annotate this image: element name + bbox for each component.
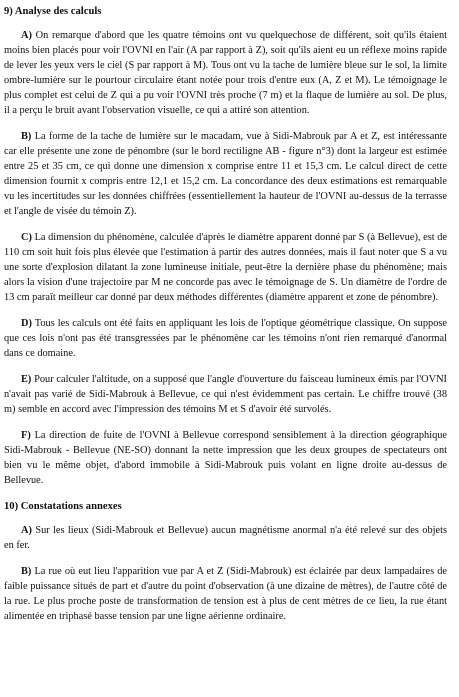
paragraph-text: La dimension du phénomène, calculée d'après le diamètre apparent donné par S (à Bellevue), est de 110 cm soit huit fois plus élevée que l'estimation à partir des autres données, mais il faut noter que S a vu une sorte d'explosion dilatant la zone lumineuse initiale, peut-être la dernière phase du phénomène; mais alors la vision d'une trajectoire par M ne concorde pas avec le témoignage de S. Un diamètre de l'ordre de 13 cm paraît meilleur car donné par deux méthodes différentes (diamètre apparent et zone de pénombre). [4,232,447,303]
paragraph-analyse-a [4,28,447,118]
paragraph-label: D) [21,318,32,329]
section-heading-analyse: 9) Analyse des calculs [4,6,102,17]
paragraph-text: Tous les calculs ont été faits en appliquant les lois de l'optique géométrique classique. On suppose que ces lois n'ont pas été transgressées par le phénomène car les témoins n'ont rien remarqué d'anormal dans ce domaine. [4,318,447,359]
paragraph-analyse-f [4,428,447,488]
paragraph-label: C) [21,232,32,243]
paragraph-constatations-b [4,564,447,624]
paragraph-text: La forme de la tache de lumière sur le macadam, vue à Sidi-Mabrouk par A et Z, est intéressante car elle présente une zone de pénombre (sur le bord rectiligne AB - figure n°3) dont la largeur est estimée entre 25 et 35 cm, ce qui donne une dimension x comprise entre 11 et 15,3 cm. Le calcul direct de cette dimension fournit x compris entre 12,1 et 15,2 cm. La concordance des deux estimations est remarquable vu les incertitudes sur les données chiffrées (essentiellement la hauteur de l'OVNI au-dessus de la terrasse et l'angle de visée du témoin Z). [4,131,447,217]
paragraph-analyse-d [4,316,447,361]
paragraph-text: La direction de fuite de l'OVNI à Bellevue correspond sensiblement à la direction géographique Sidi-Mabrouk - Bellevue (NE-SO) donnant la nette impression que les deux groupes de spectateurs ont bien vu le même objet, d'abord immobile à Sidi-Mabrouk puis volant en ligne droite au-dessus de Bellevue. [4,430,447,486]
paragraph-analyse-b [4,129,447,219]
paragraph-label: A) [21,525,32,536]
paragraph-constatations-a [4,523,447,553]
paragraph-label: E) [21,374,32,385]
paragraph-label: A) [21,30,32,41]
paragraph-text: On remarque d'abord que les quatre témoins ont vu quelquechose de différent, soit qu'ils étaient moins bien placés pour voir l'OVNI en l'air (A par rapport à Z), soit qu'ils aient eu un réflexe moins rapide de lever les yeux vers le ciel (S par rapport à M). Tous ont vu la tache de lumière bleue sur le sol, la limite ombre-lumière sur le pourtour circulaire étant notée pour trois d'entre eux (A, Z et M). Le témoignage le plus complet est celui de Z qui a pu voir l'OVNI très proche (7 m) et la flaque de lumière au sol. De plus, il a perçu le bruit avant l'observation visuelle, ce qui a attiré son attention. [4,30,447,116]
paragraph-label: B) [21,131,32,142]
paragraph-text: La rue où eut lieu l'apparition vue par A et Z (Sidi-Mabrouk) est éclairée par deux lampadaires de faible puissance situés de part et d'autre du point d'observation (à une dizaine de mètres), de l'autre côté de la rue. Le plus proche poste de transformation de tension est à plus de cent mètres de ce lieu, la rue étant alimentée en triphasé basse tension par une ligne aérienne ordinaire. [4,566,447,622]
section-heading-constatations: 10) Constatations annexes [4,501,122,512]
paragraph-analyse-c [4,230,447,305]
paragraph-label: F) [21,430,31,441]
paragraph-label: B) [21,566,32,577]
paragraph-text: Pour calculer l'altitude, on a supposé que l'angle d'ouverture du faisceau lumineux émis par l'OVNI n'avait pas varié de Sidi-Mabrouk à Bellevue, ce qui n'est évidemment pas certain. Le chiffre trouvé (38 m) semble en accord avec l'impression des témoins M et S d'avoir été survolés. [4,374,447,415]
paragraph-text: Sur les lieux (Sidi-Mabrouk et Bellevue) aucun magnétisme anormal n'a été relevé sur des objets en fer. [4,525,447,551]
paragraph-analyse-e [4,372,447,417]
